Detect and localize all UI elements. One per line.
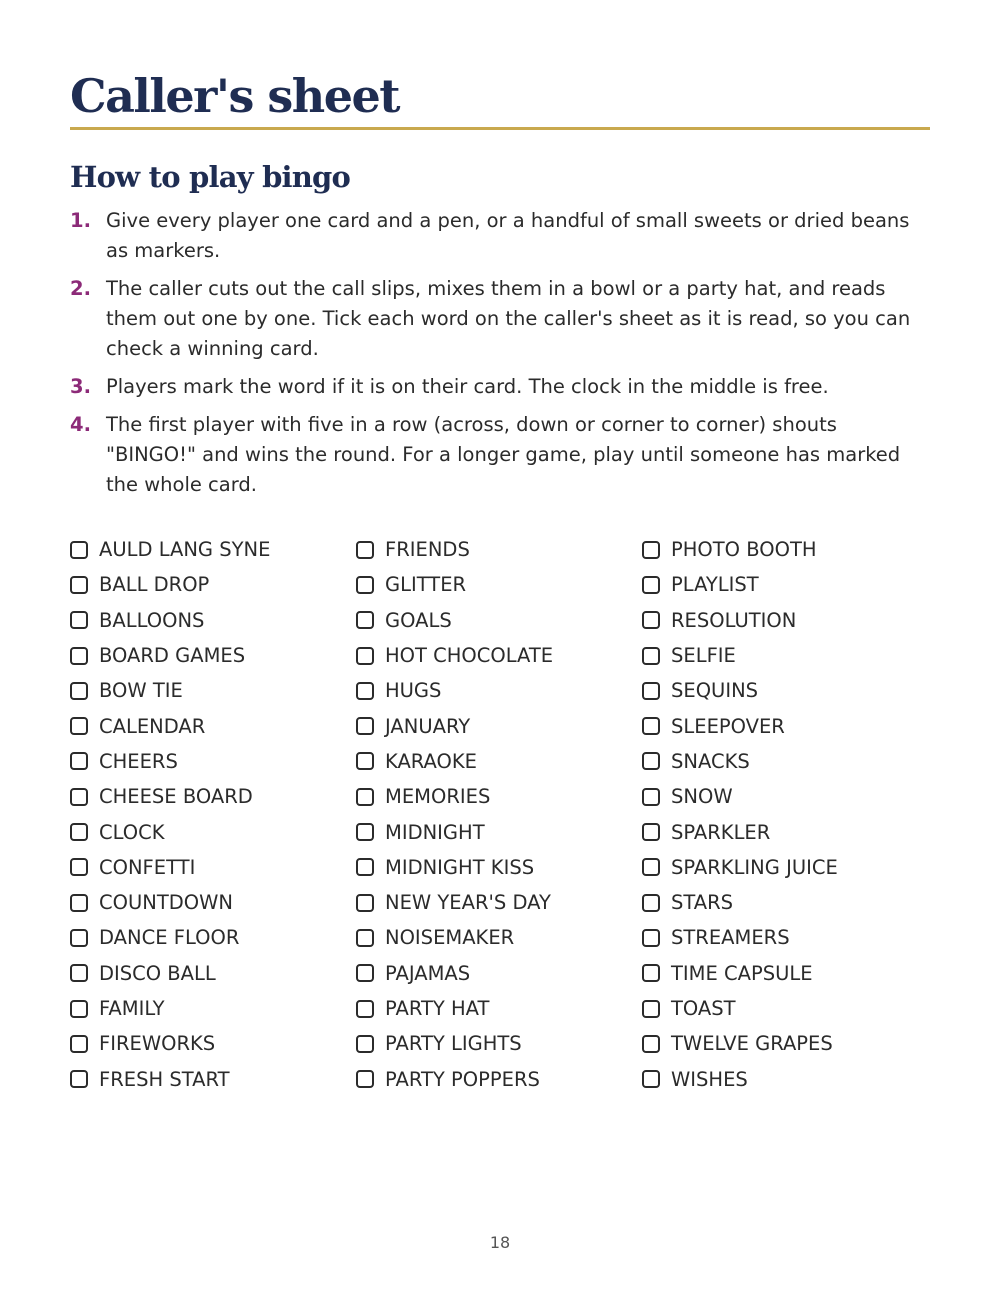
instruction-step — [70, 372, 930, 402]
call-word-label: SNACKS — [671, 749, 750, 773]
call-word-label: SEQUINS — [671, 679, 759, 703]
checklist-item — [70, 1026, 356, 1061]
checkbox[interactable] — [356, 929, 374, 947]
call-word-label: MIDNIGHT — [385, 820, 485, 844]
checkbox[interactable] — [70, 752, 88, 770]
call-word-label: FAMILY — [99, 997, 165, 1020]
checklist-item — [70, 532, 356, 567]
checkbox[interactable] — [70, 576, 88, 594]
call-word-label: DANCE FLOOR — [99, 926, 240, 950]
page-title: Caller's sheet — [70, 69, 399, 123]
checklist-item — [70, 779, 356, 814]
checkbox[interactable] — [642, 682, 660, 700]
checklist-column — [356, 532, 642, 1097]
checklist-item — [70, 567, 356, 602]
call-word-label: JANUARY — [385, 714, 471, 738]
call-word-label: TWELVE GRAPES — [671, 1032, 833, 1056]
checklist-item — [70, 850, 356, 885]
checklist-item — [70, 920, 356, 955]
checklist-item — [70, 708, 356, 743]
checklist-item — [356, 920, 642, 955]
checkbox[interactable] — [356, 1070, 374, 1088]
call-word-label: FIREWORKS — [99, 1032, 216, 1056]
checklist-item — [642, 779, 928, 814]
call-word-label: BOARD GAMES — [99, 644, 246, 668]
checklist-column — [70, 532, 356, 1097]
checkbox[interactable] — [356, 858, 374, 876]
call-word-label: BOW TIE — [99, 679, 183, 703]
checklist-item — [356, 567, 642, 602]
checkbox[interactable] — [70, 682, 88, 700]
step-number: 4. — [70, 413, 91, 436]
checkbox[interactable] — [356, 752, 374, 770]
checkbox[interactable] — [356, 1000, 374, 1018]
instruction-step — [70, 410, 930, 500]
checkbox[interactable] — [356, 717, 374, 735]
call-word-label: RESOLUTION — [671, 608, 797, 632]
checkbox[interactable] — [642, 1035, 660, 1053]
checkbox[interactable] — [356, 788, 374, 806]
checklist-item — [356, 603, 642, 638]
instruction-step — [70, 206, 930, 266]
call-word-label: HOT CHOCOLATE — [385, 644, 554, 668]
call-word-label: COUNTDOWN — [99, 891, 233, 915]
checklist-item — [356, 638, 642, 673]
checkbox[interactable] — [642, 717, 660, 735]
call-word-label: MIDNIGHT KISS — [385, 855, 535, 879]
checklist-item — [70, 638, 356, 673]
checklist-item — [642, 1026, 928, 1061]
checkbox[interactable] — [642, 929, 660, 947]
checklist-item — [642, 603, 928, 638]
checklist-item — [356, 814, 642, 849]
call-word-label: GLITTER — [385, 573, 467, 597]
call-word-label: CHEERS — [99, 749, 178, 773]
checklist-item — [356, 850, 642, 885]
call-word-label: CHEESE BOARD — [99, 785, 253, 809]
checkbox[interactable] — [642, 858, 660, 876]
checkbox[interactable] — [356, 611, 374, 629]
checklist-item — [642, 638, 928, 673]
call-word-label: CALENDAR — [99, 714, 206, 738]
checkbox[interactable] — [642, 576, 660, 594]
checklist-item — [642, 814, 928, 849]
checkbox[interactable] — [70, 611, 88, 629]
checkbox[interactable] — [70, 717, 88, 735]
call-word-label: BALL DROP — [99, 573, 210, 597]
checklist-item — [642, 567, 928, 602]
checkbox[interactable] — [70, 823, 88, 841]
call-word-label: NOISEMAKER — [385, 926, 515, 950]
call-word-label: TIME CAPSULE — [671, 961, 813, 985]
call-word-label: BALLOONS — [99, 608, 205, 632]
call-word-label: PAJAMAS — [385, 961, 471, 985]
checkbox[interactable] — [642, 894, 660, 912]
checklist-item — [70, 1061, 356, 1096]
checkbox[interactable] — [356, 823, 374, 841]
checkbox[interactable] — [70, 858, 88, 876]
checkbox[interactable] — [356, 682, 374, 700]
call-word-label: FRIENDS — [385, 538, 470, 562]
checkbox[interactable] — [70, 788, 88, 806]
call-word-label: FRESH START — [99, 1067, 230, 1091]
checklist-item — [356, 779, 642, 814]
checkbox[interactable] — [642, 1070, 660, 1088]
step-number: 1. — [70, 209, 91, 232]
checklist-item — [356, 744, 642, 779]
checklist-item — [642, 850, 928, 885]
checklist-item — [642, 885, 928, 920]
checkbox[interactable] — [70, 894, 88, 912]
checklist-column — [642, 532, 928, 1097]
call-word-label: WISHES — [671, 1067, 748, 1091]
checklist-item — [70, 885, 356, 920]
call-word-label: STREAMERS — [671, 926, 790, 950]
call-word-label: SPARKLING JUICE — [671, 855, 838, 879]
call-word-label: STARS — [671, 891, 734, 915]
call-word-label: SPARKLER — [671, 820, 771, 844]
checkbox[interactable] — [70, 929, 88, 947]
checkbox[interactable] — [70, 1035, 88, 1053]
checkbox[interactable] — [356, 576, 374, 594]
checklist-item — [70, 956, 356, 991]
checklist-item — [356, 1061, 642, 1096]
call-word-label: HUGS — [385, 679, 442, 703]
checkbox[interactable] — [70, 647, 88, 665]
step-number: 3. — [70, 375, 91, 398]
checkbox[interactable] — [642, 964, 660, 982]
checklist-item — [642, 708, 928, 743]
step-text: The caller cuts out the call slips, mixes them in a bowl or a party hat, and reads them out one by one. Tick each word on the caller's sheet as it is read, so you can check a winning card. — [106, 277, 911, 360]
checkbox[interactable] — [356, 964, 374, 982]
checkbox[interactable] — [70, 1000, 88, 1018]
call-word-label: SLEEPOVER — [671, 714, 785, 738]
checklist-item — [356, 673, 642, 708]
checkbox[interactable] — [356, 1035, 374, 1053]
checklist-item — [70, 814, 356, 849]
checklist-item — [642, 956, 928, 991]
checkbox[interactable] — [642, 823, 660, 841]
call-word-label: PARTY POPPERS — [385, 1067, 540, 1091]
checklist-item — [356, 1026, 642, 1061]
call-word-label: AULD LANG SYNE — [99, 538, 271, 562]
checkbox[interactable] — [70, 964, 88, 982]
call-word-label: MEMORIES — [385, 785, 491, 809]
checkbox[interactable] — [642, 788, 660, 806]
step-text: The first player with five in a row (across, down or corner to corner) shouts "BINGO!" and wins the round. For a longer game, play until someone has marked the whole card. — [106, 413, 901, 496]
checkbox[interactable] — [356, 541, 374, 559]
call-word-label: DISCO BALL — [99, 961, 216, 985]
checklist-item — [70, 744, 356, 779]
instruction-step — [70, 274, 930, 364]
checkbox[interactable] — [70, 1070, 88, 1088]
section-heading: How to play bingo — [70, 160, 351, 194]
step-number: 2. — [70, 277, 91, 300]
call-word-label: KARAOKE — [385, 749, 477, 773]
checklist-item — [356, 991, 642, 1026]
checklist-item — [642, 991, 928, 1026]
checkbox[interactable] — [356, 647, 374, 665]
call-word-label: TOAST — [671, 997, 736, 1020]
page-number: 18 — [489, 1233, 511, 1252]
checkbox[interactable] — [356, 894, 374, 912]
checklist-item — [356, 885, 642, 920]
checklist-item — [642, 532, 928, 567]
checkbox[interactable] — [642, 647, 660, 665]
call-word-label: PLAYLIST — [671, 573, 759, 597]
checklist-item — [642, 1061, 928, 1096]
checkbox[interactable] — [642, 611, 660, 629]
checklist-item — [642, 744, 928, 779]
checklist-item — [356, 708, 642, 743]
checkbox[interactable] — [70, 541, 88, 559]
call-word-label: CLOCK — [99, 820, 165, 844]
call-word-checklist — [70, 532, 930, 1097]
call-word-label: SELFIE — [671, 644, 736, 668]
step-text: Give every player one card and a pen, or a handful of small sweets or dried beans as markers. — [106, 209, 910, 262]
instructions-list — [70, 206, 930, 508]
checklist-item — [642, 673, 928, 708]
checklist-item — [356, 956, 642, 991]
step-text: Players mark the word if it is on their card. The clock in the middle is free. — [106, 375, 829, 398]
checklist-item — [70, 991, 356, 1026]
title-divider — [70, 127, 930, 130]
checklist-item — [642, 920, 928, 955]
checklist-item — [70, 673, 356, 708]
call-word-label: CONFETTI — [99, 855, 196, 879]
checklist-item — [356, 532, 642, 567]
call-word-label: SNOW — [671, 785, 733, 809]
call-word-label: PHOTO BOOTH — [671, 538, 817, 562]
callers-sheet-page — [70, 0, 930, 1295]
call-word-label: GOALS — [385, 608, 452, 632]
call-word-label: PARTY HAT — [385, 997, 490, 1020]
checkbox[interactable] — [642, 541, 660, 559]
call-word-label: NEW YEAR'S DAY — [385, 891, 551, 915]
checkbox[interactable] — [642, 1000, 660, 1018]
call-word-label: PARTY LIGHTS — [385, 1032, 522, 1056]
checkbox[interactable] — [642, 752, 660, 770]
checklist-item — [70, 603, 356, 638]
